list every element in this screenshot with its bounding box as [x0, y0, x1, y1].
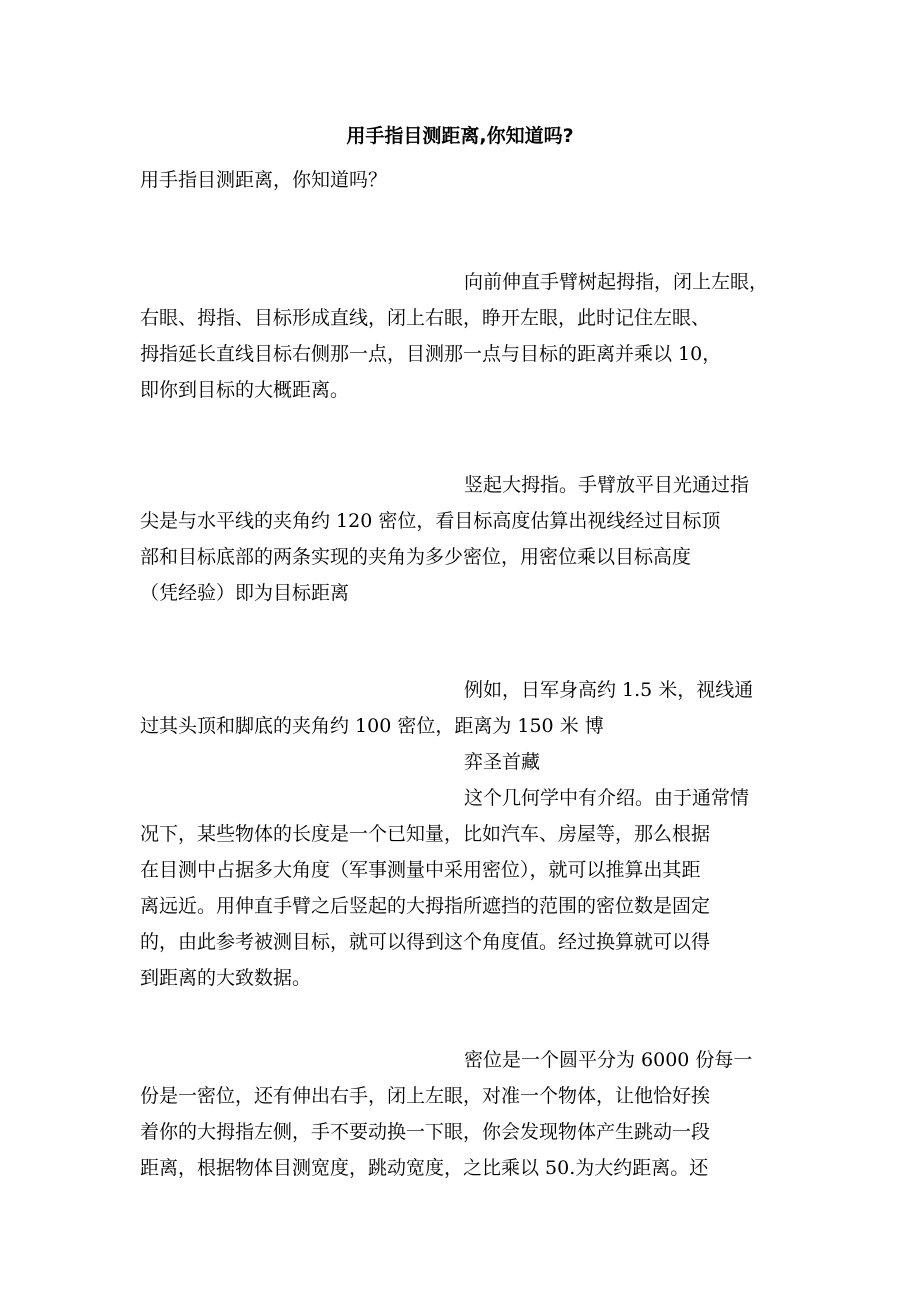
- paragraph-line: 这个几何学中有介绍。由于通常情: [464, 787, 750, 809]
- paragraph-line: 拇指延长直线目标右侧那一点，目测那一点与目标的距离并乘以 10，: [140, 343, 722, 365]
- paragraph-line: （凭经验）即为目标距离: [140, 582, 350, 604]
- document-title: 用手指目测距离,你知道吗?: [346, 125, 574, 147]
- paragraph-line: 竖起大拇指。手臂放平目光通过指: [464, 474, 750, 496]
- paragraph-3: [140, 672, 800, 996]
- paragraph-line: 着你的大拇指左侧，手不要动换一下眼，你会发现物体产生跳动一段: [140, 1121, 711, 1143]
- paragraph-line: 离远近。用伸直手臂之后竖起的大拇指所遮挡的范围的密位数是固定: [140, 895, 711, 917]
- paragraph-line: 尖是与水平线的夹角约 120 密位，看目标高度估算出视线经过目标顶: [140, 510, 721, 532]
- paragraph-line: 在目测中占据多大角度（军事测量中采用密位），就可以推算出其距: [140, 859, 701, 881]
- paragraph-line: 部和目标底部的两条实现的夹角为多少密位，用密位乘以目标高度: [140, 546, 692, 568]
- document-subtitle: [140, 162, 800, 198]
- paragraph-line: 密位是一个圆平分为 6000 份每一: [464, 1049, 753, 1071]
- paragraph-line: 过其头顶和脚底的夹角约 100 密位，距离为 150 米 博: [140, 715, 604, 737]
- paragraph-2: [140, 467, 800, 611]
- paragraph-line: 例如，日军身高约 1.5 米，视线通: [464, 679, 754, 701]
- paragraph-line: 即你到目标的大概距离。: [140, 379, 350, 401]
- paragraph-line: 右眼、拇指、目标形成直线，闭上右眼，睁开左眼，此时记住左眼、: [140, 307, 711, 329]
- subtitle-line: 用手指目测距离，你知道吗？: [140, 169, 388, 191]
- paragraph-line: 到距离的大致数据。: [140, 967, 312, 989]
- paragraph-line: 况下，某些物体的长度是一个已知量，比如汽车、房屋等，那么根据: [140, 823, 711, 845]
- paragraph-line: 距离，根据物体目测宽度，跳动宽度，之比乘以 50.为大约距离。还: [140, 1157, 709, 1179]
- paragraph-4: [140, 1042, 800, 1186]
- paragraph-1: [140, 264, 800, 408]
- paragraph-line: 份是一密位，还有伸出右手，闭上左眼，对准一个物体，让他恰好挨: [140, 1085, 711, 1107]
- paragraph-line: 弈圣首藏: [464, 751, 541, 773]
- paragraph-line: 的，由此参考被测目标，就可以得到这个角度值。经过换算就可以得: [140, 931, 711, 953]
- paragraph-line: 向前伸直手臂树起拇指，闭上左眼，: [464, 271, 769, 293]
